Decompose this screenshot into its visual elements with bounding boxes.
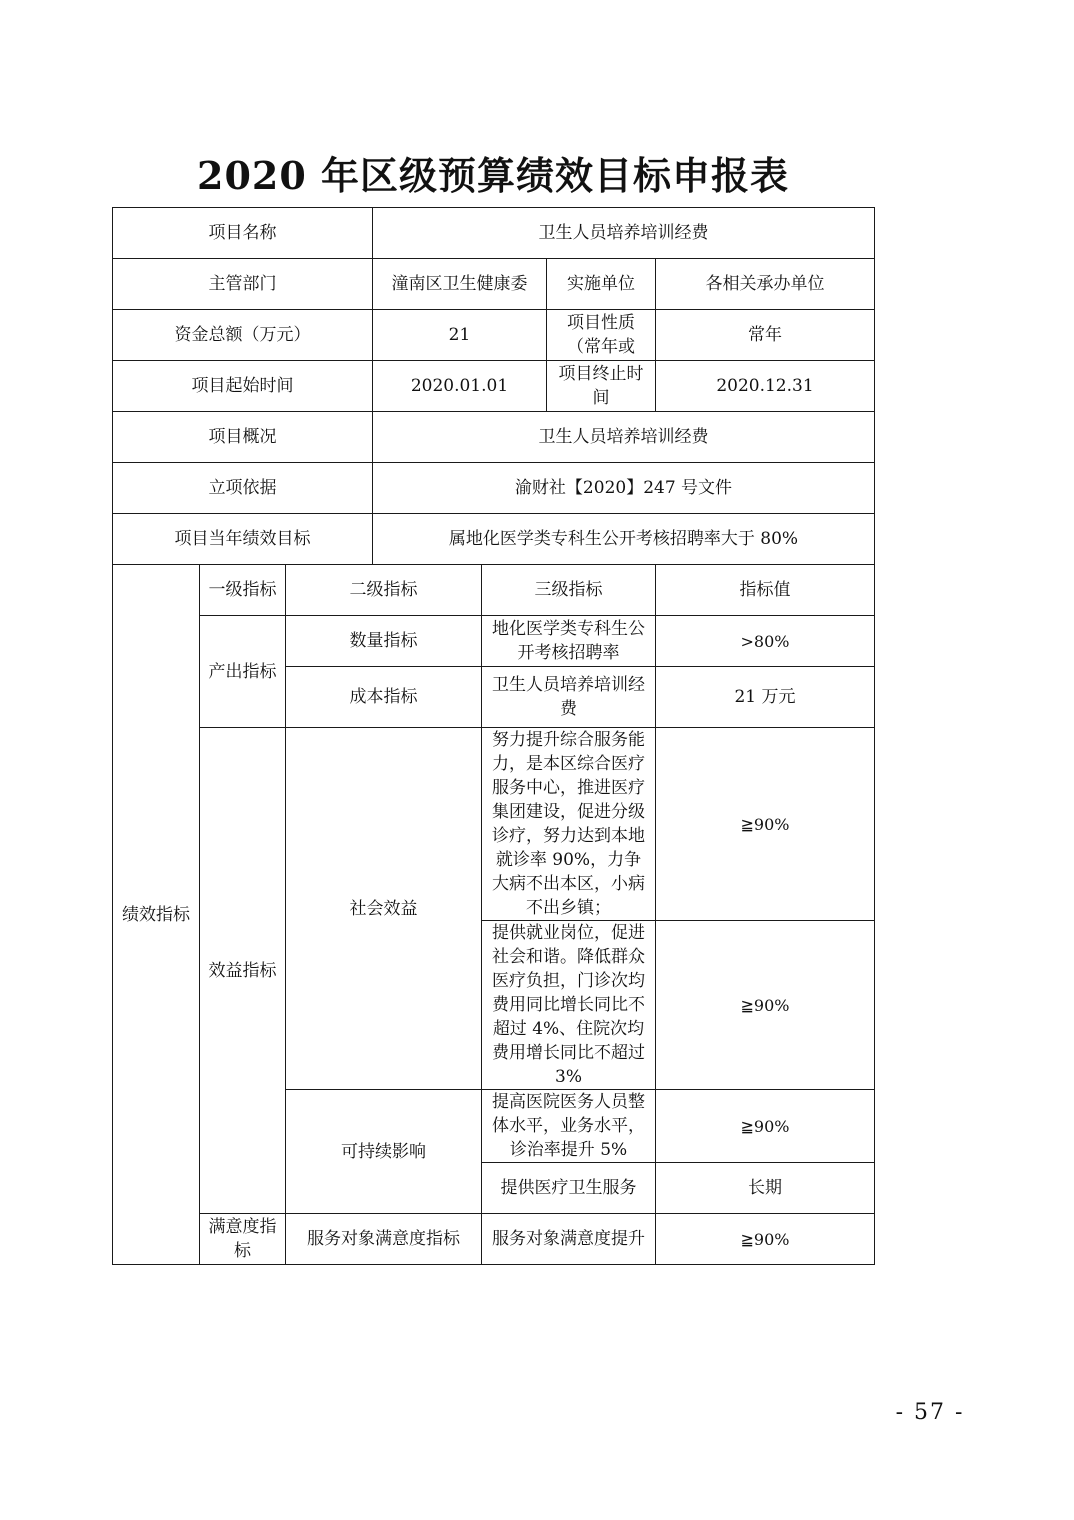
quantity-value: >80% [656, 616, 875, 667]
overview-label: 项目概况 [113, 412, 373, 463]
cost-desc: 卫生人员培养培训经费 [482, 667, 656, 728]
sustain-1-value: ≧90% [656, 1090, 875, 1163]
satisfaction-desc: 服务对象满意度提升 [482, 1214, 656, 1265]
start-date-value: 2020.01.01 [373, 361, 547, 412]
row-funds [113, 310, 875, 361]
social-1-value: ≧90% [656, 728, 875, 921]
goal-label: 项目当年绩效目标 [113, 514, 373, 565]
satisfaction-sub-label: 服务对象满意度指标 [286, 1214, 482, 1265]
row-social-1 [113, 728, 875, 921]
end-date-value: 2020.12.31 [656, 361, 875, 412]
header-level1: 一级指标 [200, 565, 286, 616]
start-date-label: 项目起始时间 [113, 361, 373, 412]
indicators-section-label: 绩效指标 [113, 565, 200, 1265]
satisfaction-value: ≧90% [656, 1214, 875, 1265]
nature-value: 常年 [656, 310, 875, 361]
row-quantity [113, 616, 875, 667]
page-number: - 57 - [895, 1400, 965, 1425]
implementer-label: 实施单位 [547, 259, 656, 310]
row-basis [113, 463, 875, 514]
basis-label: 立项依据 [113, 463, 373, 514]
cost-value: 21 万元 [656, 667, 875, 728]
basis-value: 渝财社【2020】247 号文件 [373, 463, 875, 514]
output-label: 产出指标 [200, 616, 286, 728]
budget-performance-table [112, 207, 875, 1265]
social-1-desc: 努力提升综合服务能力，是本区综合医疗服务中心，推进医疗集团建设，促进分级诊疗，努力达到本地就诊率 90%，力争大病不出本区，小病不出乡镇； [482, 728, 656, 921]
row-project-name [113, 208, 875, 259]
quantity-label: 数量指标 [286, 616, 482, 667]
benefit-label: 效益指标 [200, 728, 286, 1214]
page-title: 2020 年区级预算绩效目标申报表 [197, 153, 789, 198]
row-goal [113, 514, 875, 565]
row-satisfaction [113, 1214, 875, 1265]
header-value: 指标值 [656, 565, 875, 616]
row-department [113, 259, 875, 310]
sustain-label: 可持续影响 [286, 1090, 482, 1214]
project-name-label: 项目名称 [113, 208, 373, 259]
sustain-2-value: 长期 [656, 1163, 875, 1214]
cost-label: 成本指标 [286, 667, 482, 728]
goal-value: 属地化医学类专科生公开考核招聘率大于 80% [373, 514, 875, 565]
row-indicator-header [113, 565, 875, 616]
social-2-value: ≧90% [656, 921, 875, 1090]
funds-value: 21 [373, 310, 547, 361]
nature-label: 项目性质（常年或 [547, 310, 656, 361]
row-dates [113, 361, 875, 412]
social-benefit-label: 社会效益 [286, 728, 482, 1090]
header-level3: 三级指标 [482, 565, 656, 616]
end-date-label: 项目终止时间 [547, 361, 656, 412]
project-name-value: 卫生人员培养培训经费 [373, 208, 875, 259]
department-value: 潼南区卫生健康委 [373, 259, 547, 310]
overview-value: 卫生人员培养培训经费 [373, 412, 875, 463]
quantity-desc: 地化医学类专科生公开考核招聘率 [482, 616, 656, 667]
row-overview [113, 412, 875, 463]
sustain-2-desc: 提供医疗卫生服务 [482, 1163, 656, 1214]
header-level2: 二级指标 [286, 565, 482, 616]
satisfaction-label: 满意度指标 [200, 1214, 286, 1265]
implementer-value: 各相关承办单位 [656, 259, 875, 310]
sustain-1-desc: 提高医院医务人员整体水平，业务水平，诊治率提升 5% [482, 1090, 656, 1163]
funds-label: 资金总额（万元） [113, 310, 373, 361]
social-2-desc: 提供就业岗位，促进社会和谐。降低群众医疗负担，门诊次均费用同比增长同比不超过 4%、住院次均费用增长同比不超过 3% [482, 921, 656, 1090]
department-label: 主管部门 [113, 259, 373, 310]
